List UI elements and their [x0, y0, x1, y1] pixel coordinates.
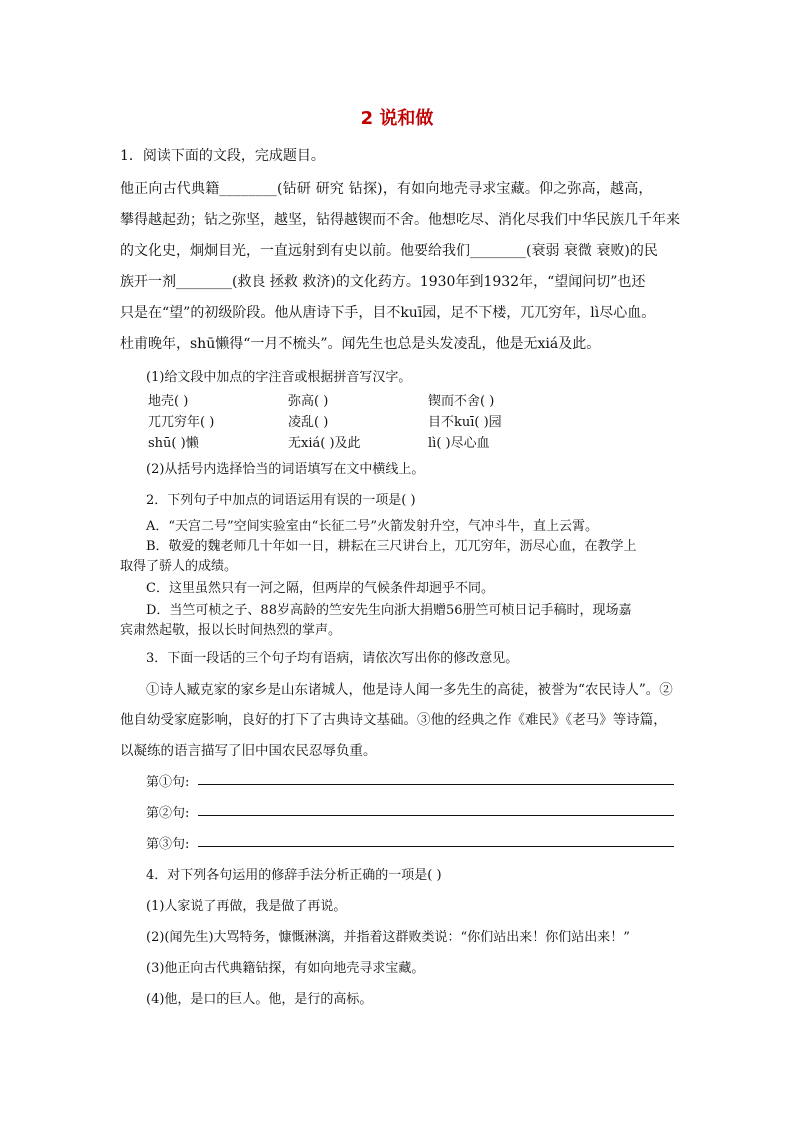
grid-cell: 地壳( ) — [148, 394, 189, 409]
q3-passage-line: ①诗人臧克家的家乡是山东诸城人，他是诗人闻一多先生的高徒，被誉为“农民诗人”。② — [146, 682, 673, 698]
page-title: 2 说和做 — [360, 108, 434, 129]
q2-option: B．敬爱的魏老师几十年如一日，耕耘在三尺讲台上，兀兀穷年，沥尽心血，在教学上 — [146, 539, 637, 554]
answer-line-3[interactable] — [198, 846, 674, 847]
answer-label-3: 第③句: — [146, 837, 190, 852]
q1-passage-line: 的文化史，炯炯目光，一直远射到有史以前。他要给我们________(衰弱 衰微 衰败)的民 — [120, 243, 658, 259]
answer-line-1[interactable] — [198, 784, 674, 785]
q2-option: C．这里虽然只有一河之隔，但两岸的气候条件却迥乎不同。 — [146, 581, 494, 596]
q1-passage-line: 他正向古代典籍________(钻研 研究 钻探)，有如向地壳寻求宝藏。仰之弥高，越高， — [120, 181, 653, 197]
answer-label-2: 第②句: — [146, 806, 190, 821]
q4-item: (1)人家说了再做，我是做了再说。 — [146, 899, 347, 914]
q1-passage-line: 族开一剂________(救良 拯救 救济)的文化药方。1930年到1932年，“望闻问切”也还 — [120, 274, 646, 290]
q2-prompt: 2．下列句子中加点的词语运用有误的一项是( ) — [146, 493, 416, 508]
answer-line-2[interactable] — [198, 815, 674, 816]
grid-cell: 目不kuī( )园 — [428, 415, 502, 430]
grid-cell: 无xiá( )及此 — [288, 436, 361, 451]
q1-sub1: (1)给文段中加点的字注音或根据拼音写汉字。 — [146, 370, 412, 385]
grid-cell: shū( )懒 — [148, 436, 199, 451]
q3-prompt: 3．下面一段话的三个句子均有语病，请依次写出你的修改意见。 — [146, 651, 519, 666]
grid-cell: 兀兀穷年( ) — [148, 415, 215, 430]
answer-label-1: 第①句: — [146, 775, 190, 790]
grid-cell: 弥高( ) — [288, 394, 329, 409]
q4-item: (2)(闻先生)大骂特务，慷慨淋漓，并指着这群败类说：“你们站出来！你们站出来！” — [146, 930, 630, 945]
q2-option: A．“天宫二号”空间实验室由“长征二号”火箭发射升空，气冲斗牛，直上云霄。 — [146, 519, 598, 534]
q1-prompt: 1．阅读下面的文段，完成题目。 — [120, 148, 325, 164]
q2-option: 宾肃然起敬，报以长时间热烈的掌声。 — [120, 623, 342, 638]
grid-cell: 锲而不舍( ) — [428, 394, 495, 409]
q1-passage-line: 攀得越起劲；钻之弥坚，越坚，钻得越锲而不舍。他想吃尽、消化尽我们中华民族几千年来 — [120, 212, 680, 228]
q4-item: (4)他，是口的巨人。他，是行的高标。 — [146, 992, 373, 1007]
q4-item: (3)他正向古代典籍钻探，有如向地壳寻求宝藏。 — [146, 961, 425, 976]
q3-passage-line: 他自幼受家庭影响，良好的打下了古典诗文基础。③他的经典之作《难民》《老马》等诗篇， — [120, 712, 667, 728]
q1-passage-line: 只是在“望”的初级阶段。他从唐诗下手，目不kuī园，足不下楼，兀兀穷年，lì尽心血。 — [120, 305, 656, 321]
grid-cell: lì( )尽心血 — [428, 436, 490, 451]
q1-passage-line: 杜甫晚年，shū懒得“一月不梳头”。闻先生也总是头发凌乱，他是无xiá及此。 — [120, 336, 601, 352]
q2-option: 取得了骄人的成绩。 — [120, 559, 238, 574]
q3-passage-line: 以凝练的语言描写了旧中国农民忍辱负重。 — [120, 743, 377, 759]
q1-sub2: (2)从括号内选择恰当的词语填写在文中横线上。 — [146, 462, 425, 477]
q4-prompt: 4．对下列各句运用的修辞手法分析正确的一项是( ) — [146, 868, 442, 883]
q2-option: D．当竺可桢之子、88岁高龄的竺安先生向浙大捐赠56册竺可桢日记手稿时，现场嘉 — [146, 603, 632, 618]
grid-cell: 凌乱( ) — [288, 415, 329, 430]
